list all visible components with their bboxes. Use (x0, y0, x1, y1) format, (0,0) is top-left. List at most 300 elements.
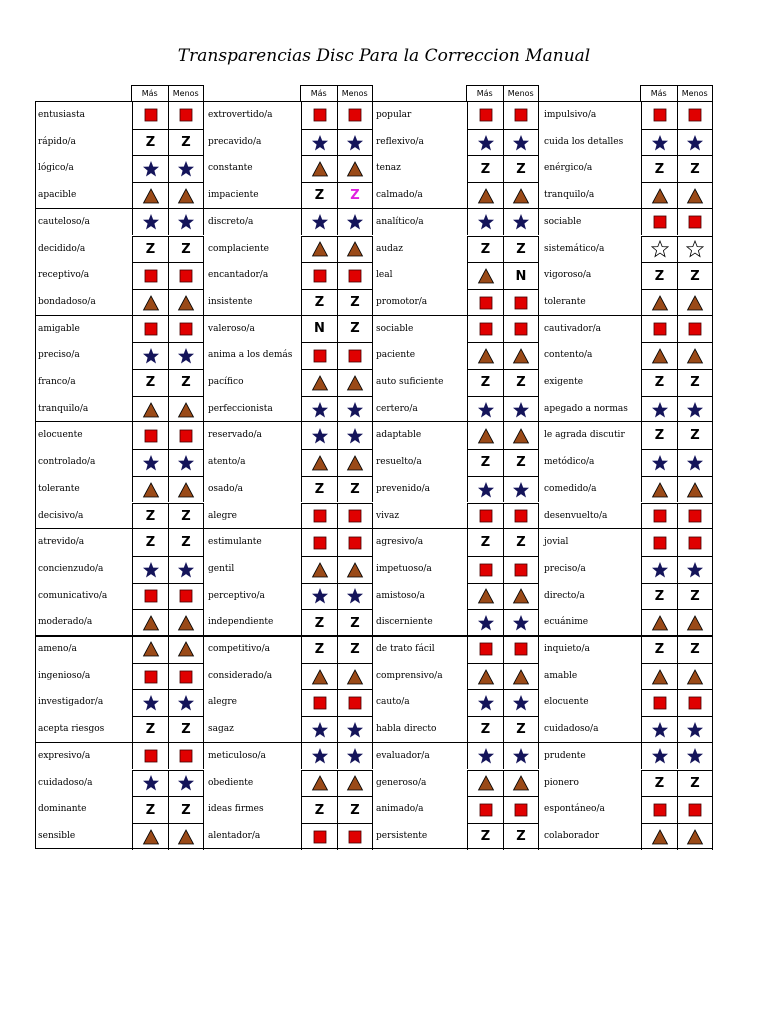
star-icon (477, 747, 495, 765)
trait-word: cuidadoso/a (544, 724, 599, 735)
menos-cell (677, 236, 713, 263)
mas-cell (301, 583, 337, 610)
menos-cell (503, 449, 539, 476)
mas-cell (467, 316, 503, 343)
trait-word: prevenido/a (376, 483, 431, 494)
mas-cell (641, 716, 677, 743)
trait-word: valeroso/a (208, 323, 255, 334)
trait-word: colaborador (544, 830, 600, 841)
menos-cell (677, 636, 713, 663)
trait-word: espontáneo/a (544, 804, 605, 815)
triangle-icon (177, 640, 195, 658)
trait-word: decisivo/a (38, 510, 84, 521)
trait-word: concienzudo/a (38, 563, 104, 574)
menos-cell (503, 422, 539, 449)
trait-word: osado/a (208, 483, 243, 494)
square-icon (477, 507, 495, 525)
star-icon (477, 401, 495, 419)
menos-cell (677, 422, 713, 449)
letter-mark: Z (145, 722, 156, 738)
page-title: Transparencias Disc Para la Correccion Manual (177, 46, 591, 66)
trait-word: moderado/a (38, 617, 93, 628)
mas-cell (467, 476, 503, 503)
mas-cell (467, 182, 503, 209)
trait-word: tenaz (376, 163, 401, 174)
trait-word: ingenioso/a (38, 670, 91, 681)
letter-mark: Z (350, 802, 360, 818)
letter-mark: Z (145, 535, 156, 551)
star-icon (512, 401, 530, 419)
mas-cell (301, 476, 337, 503)
trait-word: tolerante (544, 296, 586, 307)
mas-cell (132, 583, 168, 610)
letter-mark: Z (350, 295, 360, 311)
menos-cell (677, 556, 713, 583)
mas-cell (641, 796, 677, 823)
triangle-icon (512, 187, 530, 205)
header-mas: Más (650, 89, 667, 98)
trait-word: extrovertido/a (208, 110, 273, 120)
triangle-icon (477, 587, 495, 605)
menos-cell (337, 636, 373, 663)
header-mas: Más (476, 89, 493, 98)
trait-word: comunicativo/a (38, 590, 108, 601)
trait-word: independiente (208, 617, 274, 628)
menos-cell (168, 823, 204, 850)
mas-cell (132, 422, 168, 449)
trait-word: perceptivo/a (208, 590, 265, 601)
menos-cell (168, 155, 204, 182)
menos-cell (168, 583, 204, 610)
star-icon (686, 721, 704, 739)
triangle-icon (512, 774, 530, 792)
trait-word: obediente (208, 777, 254, 788)
menos-cell (677, 689, 713, 716)
letter-mark: Z (145, 375, 156, 391)
square-icon (651, 507, 669, 525)
menos-cell (503, 796, 539, 823)
mas-cell (301, 529, 337, 556)
menos-cell (168, 449, 204, 476)
square-icon (311, 267, 329, 285)
trait-word: alentador/a (208, 830, 261, 841)
trait-word: complaciente (208, 243, 269, 254)
triangle-icon (142, 481, 160, 499)
mas-cell (132, 396, 168, 423)
trait-word: metódico/a (544, 457, 595, 468)
header-mas: Más (310, 89, 327, 98)
triangle-icon (346, 561, 364, 579)
star-icon (311, 721, 329, 739)
menos-cell (168, 396, 204, 423)
letter-mark: Z (181, 802, 191, 818)
mas-cell (641, 209, 677, 236)
mas-cell (132, 262, 168, 289)
mas-cell (301, 422, 337, 449)
letter-mark: Z (516, 829, 526, 845)
triangle-icon (346, 774, 364, 792)
menos-cell (503, 583, 539, 610)
menos-cell (677, 396, 713, 423)
triangle-icon (651, 828, 669, 846)
mas-cell (641, 342, 677, 369)
trait-word: amistoso/a (376, 590, 425, 601)
letter-mark: Z (314, 802, 325, 818)
square-icon (651, 694, 669, 712)
letter-mark: Z (181, 135, 191, 151)
menos-cell (168, 209, 204, 236)
triangle-icon (177, 294, 195, 312)
trait-word: precavido/a (208, 136, 262, 147)
trait-word: tolerante (38, 483, 80, 494)
triangle-icon (311, 454, 329, 472)
menos-cell (503, 182, 539, 209)
menos-cell (503, 289, 539, 316)
square-icon (346, 267, 364, 285)
square-icon (346, 534, 364, 552)
trait-word: insistente (208, 296, 253, 307)
star-icon (477, 134, 495, 152)
mas-cell (301, 102, 337, 129)
menos-cell (168, 556, 204, 583)
mas-cell (467, 102, 503, 129)
mas-cell (467, 529, 503, 556)
trait-word: cauteloso/a (38, 216, 90, 227)
star-icon (311, 587, 329, 605)
menos-cell (337, 583, 373, 610)
trait-word: sensible (38, 830, 76, 841)
letter-mark: Z (654, 775, 665, 791)
square-icon (512, 561, 530, 579)
star-icon (512, 213, 530, 231)
star-icon (686, 454, 704, 472)
star-icon (177, 160, 195, 178)
letter-mark: Z (516, 455, 526, 471)
trait-word: atrevido/a (38, 537, 85, 548)
trait-word: alegre (208, 510, 237, 521)
mas-cell (467, 823, 503, 850)
menos-cell (503, 743, 539, 770)
letter-mark: Z (480, 241, 491, 257)
letter-mark: Z (690, 375, 700, 391)
triangle-icon (512, 347, 530, 365)
mas-cell (301, 689, 337, 716)
menos-cell (677, 369, 713, 396)
trait-word: investigador/a (38, 697, 104, 708)
menos-cell (168, 743, 204, 770)
triangle-icon (686, 828, 704, 846)
triangle-icon (477, 267, 495, 285)
star-icon (142, 561, 160, 579)
star-icon (512, 747, 530, 765)
trait-word: preciso/a (544, 563, 586, 574)
mas-cell (132, 743, 168, 770)
mas-cell (132, 369, 168, 396)
star-icon (512, 481, 530, 499)
menos-cell (168, 236, 204, 263)
menos-cell (677, 449, 713, 476)
letter-mark: Z (350, 188, 360, 204)
letter-mark: N (314, 321, 325, 337)
square-icon (477, 294, 495, 312)
trait-word: exigente (544, 377, 584, 387)
mas-cell (301, 289, 337, 316)
trait-word: sagaz (208, 724, 234, 735)
triangle-icon (142, 294, 160, 312)
mas-cell (467, 129, 503, 156)
star-icon (142, 160, 160, 178)
mas-cell (301, 823, 337, 850)
menos-cell (337, 609, 373, 636)
trait-word: promotor/a (376, 296, 428, 307)
triangle-icon (686, 294, 704, 312)
mas-cell (132, 476, 168, 503)
triangle-icon (177, 828, 195, 846)
mas-cell (301, 236, 337, 263)
mas-cell (467, 209, 503, 236)
mas-cell (132, 102, 168, 129)
triangle-icon (346, 240, 364, 258)
menos-cell (337, 209, 373, 236)
trait-word: impetuoso/a (376, 563, 432, 574)
trait-word: bondadoso/a (38, 296, 96, 307)
trait-word: dominante (38, 804, 87, 815)
letter-mark: Z (145, 135, 156, 151)
menos-cell (503, 209, 539, 236)
letter-mark: Z (516, 722, 526, 738)
trait-word: decidido/a (38, 243, 86, 254)
triangle-icon (686, 481, 704, 499)
menos-cell (337, 743, 373, 770)
mas-cell (641, 422, 677, 449)
square-icon (311, 507, 329, 525)
trait-word: enérgico/a (544, 163, 593, 174)
star-icon (346, 213, 364, 231)
triangle-icon (651, 614, 669, 632)
triangle-icon (142, 614, 160, 632)
menos-cell (503, 770, 539, 797)
mas-cell (467, 743, 503, 770)
trait-word: reflexivo/a (376, 136, 424, 147)
mas-cell (641, 449, 677, 476)
menos-cell (677, 716, 713, 743)
trait-word: considerado/a (208, 670, 273, 681)
triangle-icon (651, 187, 669, 205)
mas-cell (641, 636, 677, 663)
star-icon (177, 774, 195, 792)
triangle-icon (177, 614, 195, 632)
menos-cell (337, 102, 373, 129)
menos-cell (168, 476, 204, 503)
trait-word: gentil (208, 563, 235, 574)
letter-mark: Z (690, 161, 700, 177)
square-icon (477, 561, 495, 579)
triangle-icon (651, 294, 669, 312)
menos-cell (168, 369, 204, 396)
mas-cell (467, 289, 503, 316)
mas-cell (301, 342, 337, 369)
menos-cell (677, 823, 713, 850)
mas-cell (467, 262, 503, 289)
mas-cell (132, 289, 168, 316)
square-icon (346, 828, 364, 846)
triangle-icon (311, 774, 329, 792)
letter-mark: N (515, 268, 527, 284)
mas-cell (132, 316, 168, 343)
trait-word: preciso/a (38, 350, 80, 361)
square-icon (177, 320, 195, 338)
menos-cell (503, 716, 539, 743)
mas-cell (301, 636, 337, 663)
trait-word: vigoroso/a (544, 270, 592, 281)
letter-mark: Z (181, 722, 191, 738)
menos-cell (337, 422, 373, 449)
star-icon (311, 134, 329, 152)
triangle-icon (686, 347, 704, 365)
menos-cell (677, 129, 713, 156)
trait-word: cauto/a (376, 697, 410, 708)
star-icon (477, 481, 495, 499)
trait-word: animado/a (376, 804, 424, 815)
mas-cell (467, 556, 503, 583)
star-icon (311, 427, 329, 445)
letter-mark: Z (690, 428, 700, 444)
mas-cell (132, 155, 168, 182)
menos-cell (337, 503, 373, 530)
trait-word: resuelto/a (376, 457, 422, 468)
star-icon (651, 134, 669, 152)
star-icon (311, 401, 329, 419)
square-icon (512, 507, 530, 525)
triangle-icon (142, 640, 160, 658)
menos-cell (503, 236, 539, 263)
trait-word: adaptable (376, 430, 422, 441)
star-outline-icon (686, 240, 704, 258)
mas-cell (467, 770, 503, 797)
letter-mark: Z (145, 802, 156, 818)
square-icon (346, 694, 364, 712)
mas-cell (641, 102, 677, 129)
trait-word: apacible (38, 190, 77, 201)
trait-word: expresivo/a (38, 750, 91, 761)
letter-mark: Z (350, 321, 360, 337)
menos-cell (503, 369, 539, 396)
square-icon (477, 106, 495, 124)
mas-cell (132, 823, 168, 850)
trait-word: lógico/a (38, 163, 74, 174)
letter-mark: Z (181, 535, 191, 551)
square-icon (651, 213, 669, 231)
trait-word: directo/a (544, 590, 585, 601)
mas-cell (641, 556, 677, 583)
trait-word: agresivo/a (376, 537, 424, 548)
square-icon (311, 828, 329, 846)
triangle-icon (512, 587, 530, 605)
star-icon (512, 694, 530, 712)
square-icon (651, 106, 669, 124)
header-menos: Menos (677, 86, 713, 101)
trait-word: prudente (544, 750, 586, 761)
letter-mark: Z (654, 268, 665, 284)
menos-cell (503, 503, 539, 530)
mas-cell (132, 689, 168, 716)
triangle-icon (311, 240, 329, 258)
star-icon (512, 134, 530, 152)
mas-cell (301, 556, 337, 583)
menos-cell (677, 342, 713, 369)
trait-word: meticuloso/a (208, 750, 266, 761)
menos-cell (677, 609, 713, 636)
square-icon (142, 427, 160, 445)
letter-mark: Z (314, 188, 325, 204)
square-icon (512, 801, 530, 819)
square-icon (311, 347, 329, 365)
trait-word: vivaz (376, 510, 400, 521)
letter-mark: Z (690, 268, 700, 284)
menos-cell (337, 369, 373, 396)
trait-word: franco/a (38, 377, 76, 387)
square-icon (651, 534, 669, 552)
menos-cell (168, 609, 204, 636)
mas-cell (132, 449, 168, 476)
square-icon (686, 213, 704, 231)
menos-cell (337, 689, 373, 716)
letter-mark: Z (654, 641, 665, 657)
trait-word: perfeccionista (208, 403, 273, 414)
mas-cell (301, 129, 337, 156)
trait-word: rápido/a (38, 136, 76, 147)
menos-cell (503, 396, 539, 423)
trait-word: apegado a normas (544, 403, 628, 414)
star-icon (651, 747, 669, 765)
menos-cell (168, 529, 204, 556)
menos-cell (677, 155, 713, 182)
trait-word: inquieto/a (544, 644, 590, 654)
star-icon (686, 401, 704, 419)
trait-word: calmado/a (376, 190, 423, 201)
letter-mark: Z (516, 535, 526, 551)
square-icon (651, 320, 669, 338)
trait-word: discreto/a (208, 216, 254, 227)
triangle-icon (142, 187, 160, 205)
trait-word: sistemático/a (544, 243, 605, 254)
letter-mark: Z (181, 508, 191, 524)
square-icon (346, 106, 364, 124)
mas-cell (132, 636, 168, 663)
mas-cell (467, 583, 503, 610)
star-icon (651, 454, 669, 472)
menos-cell (677, 503, 713, 530)
menos-cell (337, 396, 373, 423)
menos-cell (503, 155, 539, 182)
letter-mark: Z (480, 375, 491, 391)
trait-word: pacífico (208, 377, 244, 387)
menos-cell (337, 129, 373, 156)
mas-cell (301, 663, 337, 690)
mas-cell (641, 770, 677, 797)
letter-mark: Z (145, 508, 156, 524)
letter-mark: Z (480, 455, 491, 471)
square-icon (686, 694, 704, 712)
triangle-icon (311, 561, 329, 579)
menos-cell (337, 476, 373, 503)
square-icon (346, 507, 364, 525)
mas-cell (641, 529, 677, 556)
menos-cell (168, 262, 204, 289)
trait-word: impaciente (208, 190, 259, 201)
trait-word: paciente (376, 350, 416, 361)
menos-cell (677, 289, 713, 316)
